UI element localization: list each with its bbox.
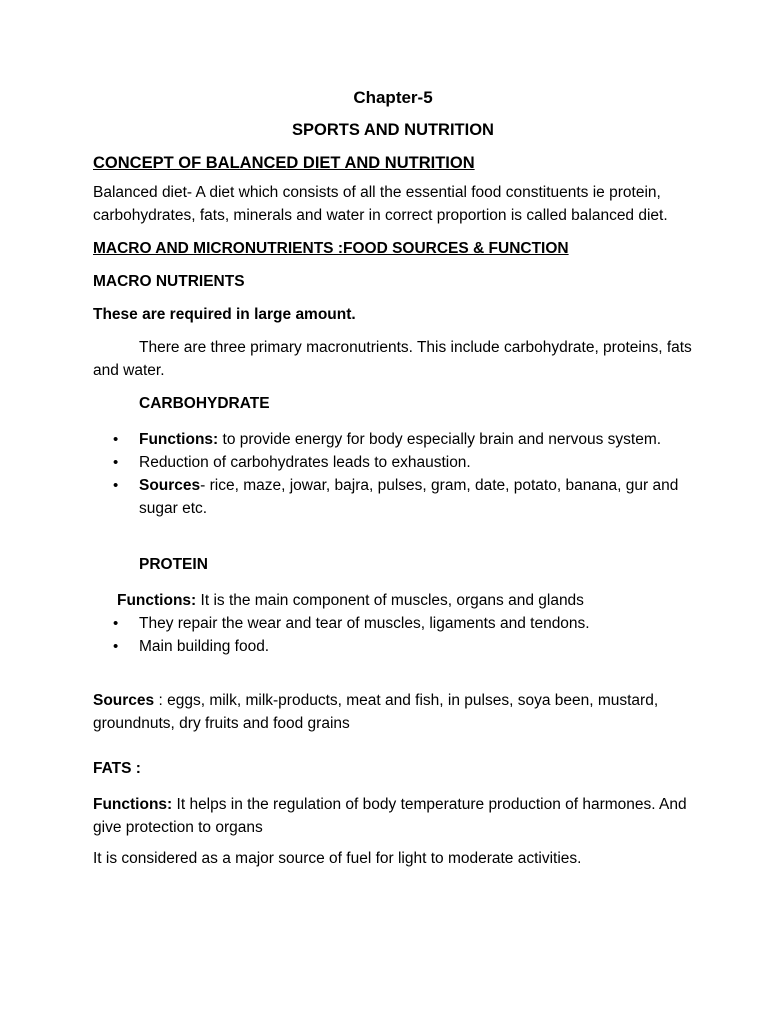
sources-label: Sources — [139, 477, 201, 494]
macro-micro-heading: MACRO AND MICRONUTRIENTS :FOOD SOURCES & FUNCTION — [93, 240, 569, 257]
bullet-icon: • — [113, 638, 119, 655]
sources-text: - rice, maze, jowar, bajra, pulses, gram, date, potato, banana, gur and sugar etc. — [139, 477, 679, 517]
required-statement: These are required in large amount. — [93, 306, 356, 323]
macronutrients-intro: There are three primary macronutrients. This include carbohydrate, proteins, fats and water. — [93, 339, 692, 379]
bullet-icon: • — [113, 454, 119, 471]
list-item — [93, 612, 693, 635]
fats-functions — [93, 793, 693, 839]
macro-nutrients-heading: MACRO NUTRIENTS — [93, 273, 245, 290]
functions-text: It helps in the regulation of body temperature production of harmones. And give protection to organs — [93, 796, 687, 836]
protein-functions — [117, 589, 693, 612]
list-item-text: They repair the wear and tear of muscles, ligaments and tendons. — [139, 615, 590, 632]
list-item — [93, 474, 693, 520]
list-item-text: Main building food. — [139, 638, 270, 655]
functions-label: Functions: — [117, 592, 197, 609]
sources-label: Sources — [93, 692, 155, 709]
fats-heading: FATS : — [93, 760, 141, 777]
protein-sources — [93, 689, 693, 735]
bullet-icon: • — [113, 477, 119, 494]
list-item — [93, 428, 693, 451]
functions-text: to provide energy for body especially brain and nervous system. — [218, 431, 662, 448]
protein-list — [93, 612, 693, 658]
chapter-number: Chapter-5 — [353, 88, 433, 107]
functions-label: Functions: — [93, 796, 173, 813]
carbohydrate-heading: CARBOHYDRATE — [139, 395, 270, 412]
functions-label: Functions: — [139, 431, 219, 448]
concept-heading: CONCEPT OF BALANCED DIET AND NUTRITION — [93, 154, 475, 172]
bullet-icon: • — [113, 615, 119, 632]
carbohydrate-list — [93, 428, 693, 520]
chapter-title: SPORTS AND NUTRITION — [292, 121, 494, 139]
fats-fuel-statement: It is considered as a major source of fuel for light to moderate activities. — [93, 850, 582, 867]
protein-heading: PROTEIN — [139, 556, 208, 573]
sources-text: : eggs, milk, milk-products, meat and fish, in pulses, soya been, mustard, groundnuts, dry fruits and food grains — [93, 692, 659, 732]
bullet-icon: • — [113, 431, 119, 448]
list-item — [93, 451, 693, 474]
balanced-diet-paragraph: Balanced diet- A diet which consists of all the essential food constituents ie protein, carbohydrates, fats, minerals and water in correct proportion is called balanced diet. — [93, 184, 668, 224]
reduction-text: Reduction of carbohydrates leads to exhaustion. — [139, 454, 471, 471]
functions-text: It is the main component of muscles, organs and glands — [196, 592, 584, 609]
list-item — [93, 635, 693, 658]
document-page — [93, 86, 693, 870]
